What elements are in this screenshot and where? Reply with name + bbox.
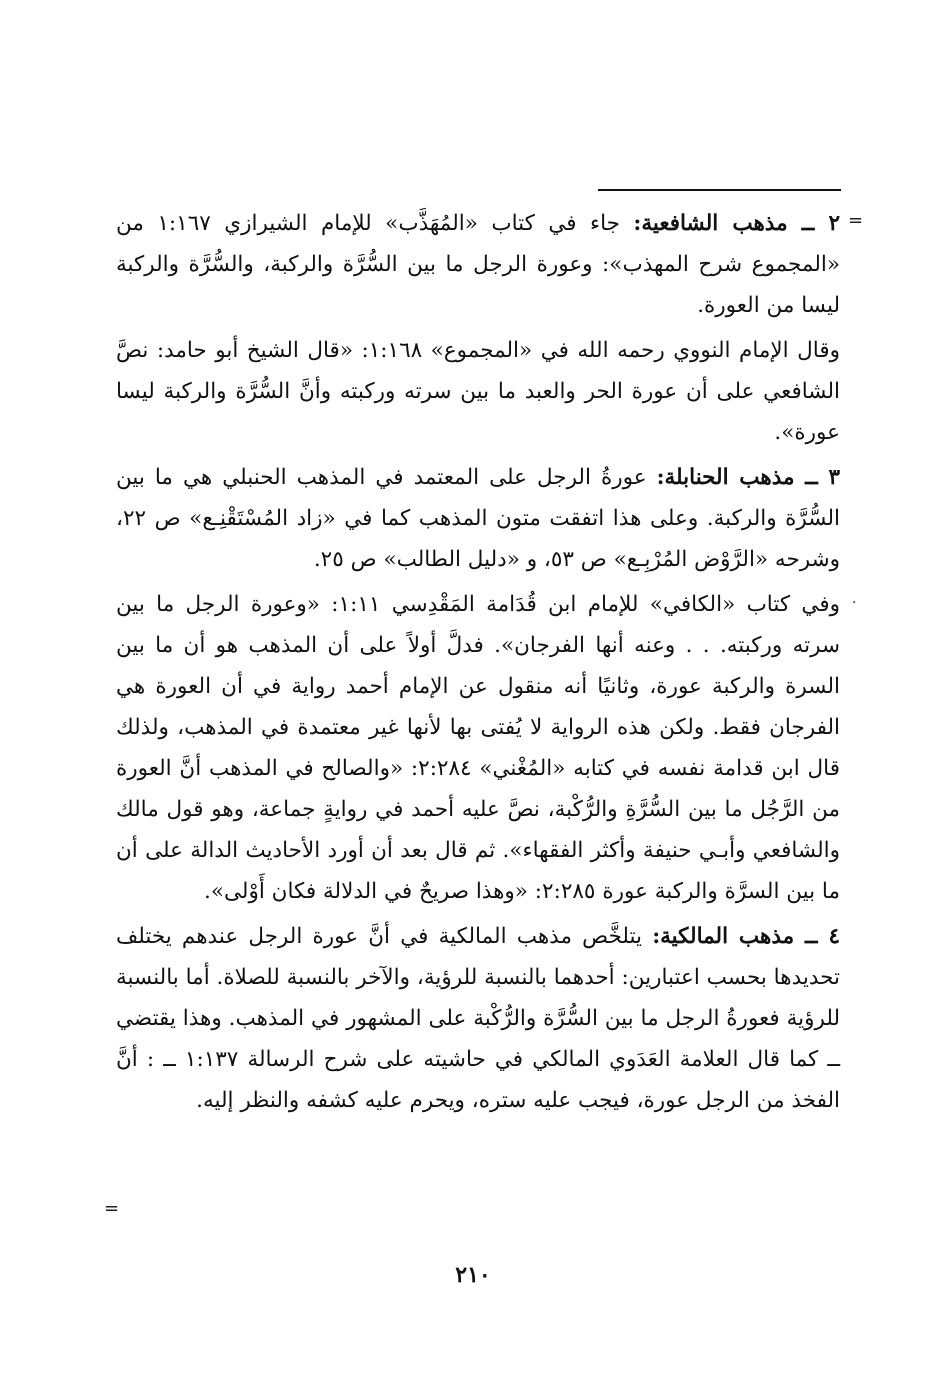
- footnote-text-block: [116, 203, 840, 1121]
- footnote-separator-rule: [598, 189, 841, 191]
- paragraph-body: وقال الإمام النووي رحمه الله في «المجموع» ١:١٦٨: «قال الشيخ أبو حامد: نصَّ الشافعي على أن عورة الحر والعبد ما بين سرته وركبته وأنَّ السُّرَّة والركبة ليسا عورة».: [116, 338, 840, 445]
- paragraph-body: وفي كتاب «الكافي» للإمام ابن قُدَامة المَقْدِسي ١:١١: «وعورة الرجل ما بين سرته وركبته. . . وعنه أنها الفرجان». فدلَّ أولاً على أن المذهب هو أن ما بين السرة والركبة عورة، وثانيًا أنه منقول عن الإمام أحمد رواية في أن العورة هي الفرجان فقط. ولكن هذه الرواية لا يُفتى بها لأنها غير معتمدة في المذهب، ولذلك قال ابن قدامة نفسه في كتابه «المُغْني» ٢:٢٨٤: «والصالح في المذهب أنَّ العورة من الرَّجُل ما بين السُّرَّةِ والرُّكْبة، نصَّ عليه أحمد في روايةٍ جماعة، وهو قول مالك والشافعي وأبـي حنيفة وأكثر الفقهاء». ثم قال بعد أن أورد الأحاديث الدالة على أن ما بين السرَّة والركبة عورة ٢:٢٨٥: «وهذا صريحٌ في الدلالة فكان أَوْلى».: [116, 592, 840, 904]
- paragraph-nawawi: [116, 330, 840, 453]
- margin-dot-mark: ·: [852, 595, 857, 611]
- paragraph-kafi: [116, 584, 840, 912]
- paragraph-body: يتلخَّص مذهب المالكية في أنَّ عورة الرجل عندهم يختلف تحديدها بحسب اعتبارين: أحدهما بالنسبة للرؤية، والآخر بالنسبة للصلاة. أما بالنسبة للرؤية فعورةُ الرجل ما بين السُّرَّة والرُّكْبة على المشهور في المذهب. وهذا يقتضي ــ كما قال العلامة العَدَوي المالكي في حاشيته على شرح الرسالة ١:١٣٧ ــ : أنَّ الفخذ من الرجل عورة، فيجب عليه ستره، ويحرم عليه كشفه والنظر إليه.: [116, 924, 840, 1113]
- paragraph-heading: ٢ ــ مذهب الشافعية:: [633, 211, 840, 236]
- paragraph-shafii: [116, 203, 840, 326]
- page-number: ٢١٠: [455, 1262, 491, 1288]
- paragraph-heading: ٣ ــ مذهب الحنابلة:: [656, 465, 840, 490]
- paragraph-heading: ٤ ــ مذهب المالكية:: [652, 924, 840, 949]
- margin-continuation-mark-top: =: [848, 210, 864, 231]
- paragraph-body: عورةُ الرجل على المعتمد في المذهب الحنبلي هي ما بين السُّرَّة والركبة. وعلى هذا اتفقت متون المذهب كما في «زاد المُسْتَقْنِـع» ص ٢٢، وشرحه «الرَّوْض المُرْبِـع» ص ٥٣، و «دليل الطالب» ص ٢٥.: [116, 465, 840, 572]
- paragraph-body: جاء في كتاب «المُهَذَّب» للإمام الشيرازي ١:١٦٧ من «المجموع شرح المهذب»: وعورة الرجل ما بين السُّرَّة والركبة، والسُّرَّة والركبة ليسا من العورة.: [116, 211, 840, 318]
- paragraph-maliki: [116, 916, 840, 1121]
- paragraph-hanbali: [116, 457, 840, 580]
- margin-continuation-mark-bottom: =: [104, 1198, 120, 1219]
